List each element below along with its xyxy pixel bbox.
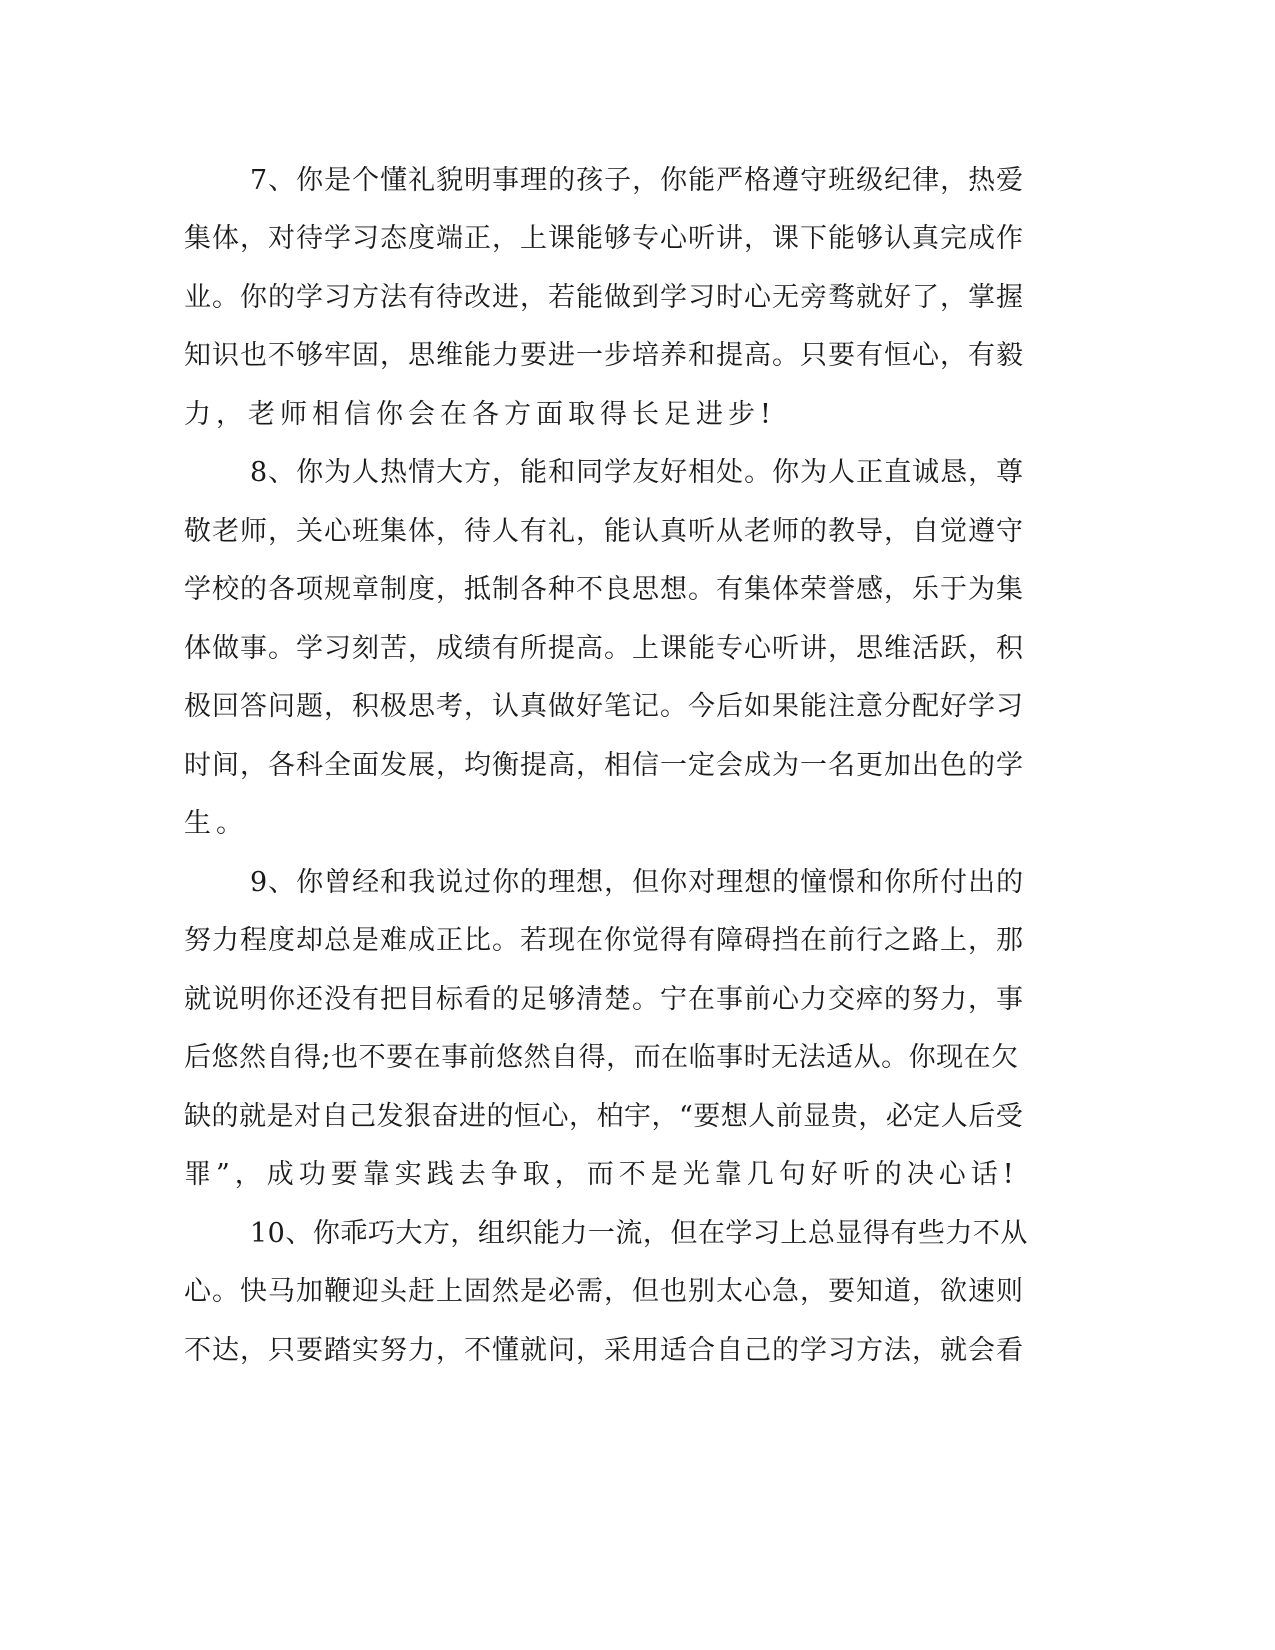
text-line: 生。 <box>184 808 248 839</box>
text-line: 极回答问题，积极思考，认真做好笔记。今后如果能注意分配好学习 <box>184 691 1024 722</box>
text-line: 10、你乖巧大方，组织能力一流，但在学习上总显得有些力不从 <box>250 1218 1028 1249</box>
text-line: 体做事。学习刻苦，成绩有所提高。上课能专心听讲，思维活跃，积 <box>184 633 1024 664</box>
text-line: 知识也不够牢固，思维能力要进一步培养和提高。只要有恒心，有毅 <box>184 340 1024 371</box>
text-line: 就说明你还没有把目标看的足够清楚。宁在事前心力交瘁的努力，事 <box>184 984 1024 1015</box>
text-line: 业。你的学习方法有待改进，若能做到学习时心无旁骛就好了，掌握 <box>184 282 1024 313</box>
text-line: 7、你是个懂礼貌明事理的孩子，你能严格遵守班级纪律，热爱 <box>250 165 1025 196</box>
text-line: 集体，对待学习态度端正，上课能够专心听讲，课下能够认真完成作 <box>184 223 1024 254</box>
text-line: 8、你为人热情大方，能和同学友好相处。你为人正直诚恳，尊 <box>250 457 1025 488</box>
text-line: 后悠然自得;也不要在事前悠然自得，而在临事时无法适从。你现在欠 <box>184 1042 1019 1073</box>
text-line: 心。快马加鞭迎头赶上固然是必需，但也别太心急，要知道，欲速则 <box>184 1276 1024 1307</box>
text-line: 努力程度却总是难成正比。若现在你觉得有障碍挡在前行之路上，那 <box>184 925 1024 956</box>
text-line: 敬老师，关心班集体，待人有礼，能认真听从老师的教导，自觉遵守 <box>184 516 1024 547</box>
text-line: 学校的各项规章制度，抵制各种不良思想。有集体荣誉感，乐于为集 <box>184 574 1024 605</box>
text-line: 不达，只要踏实努力，不懂就问，采用适合自己的学习方法，就会看 <box>184 1335 1024 1366</box>
text-line: 时间，各科全面发展，均衡提高，相信一定会成为一名更加出色的学 <box>184 750 1024 781</box>
text-line: 罪”，成功要靠实践去争取，而不是光靠几句好听的决心话! <box>184 1159 1019 1190</box>
text-line: 缺的就是对自己发狠奋进的恒心，柏宇，“要想人前显贵，必定人后受 <box>184 1101 1024 1132</box>
text-line: 9、你曾经和我说过你的理想，但你对理想的憧憬和你所付出的 <box>250 867 1025 898</box>
text-line: 力，老师相信你会在各方面取得长足进步! <box>184 399 776 430</box>
